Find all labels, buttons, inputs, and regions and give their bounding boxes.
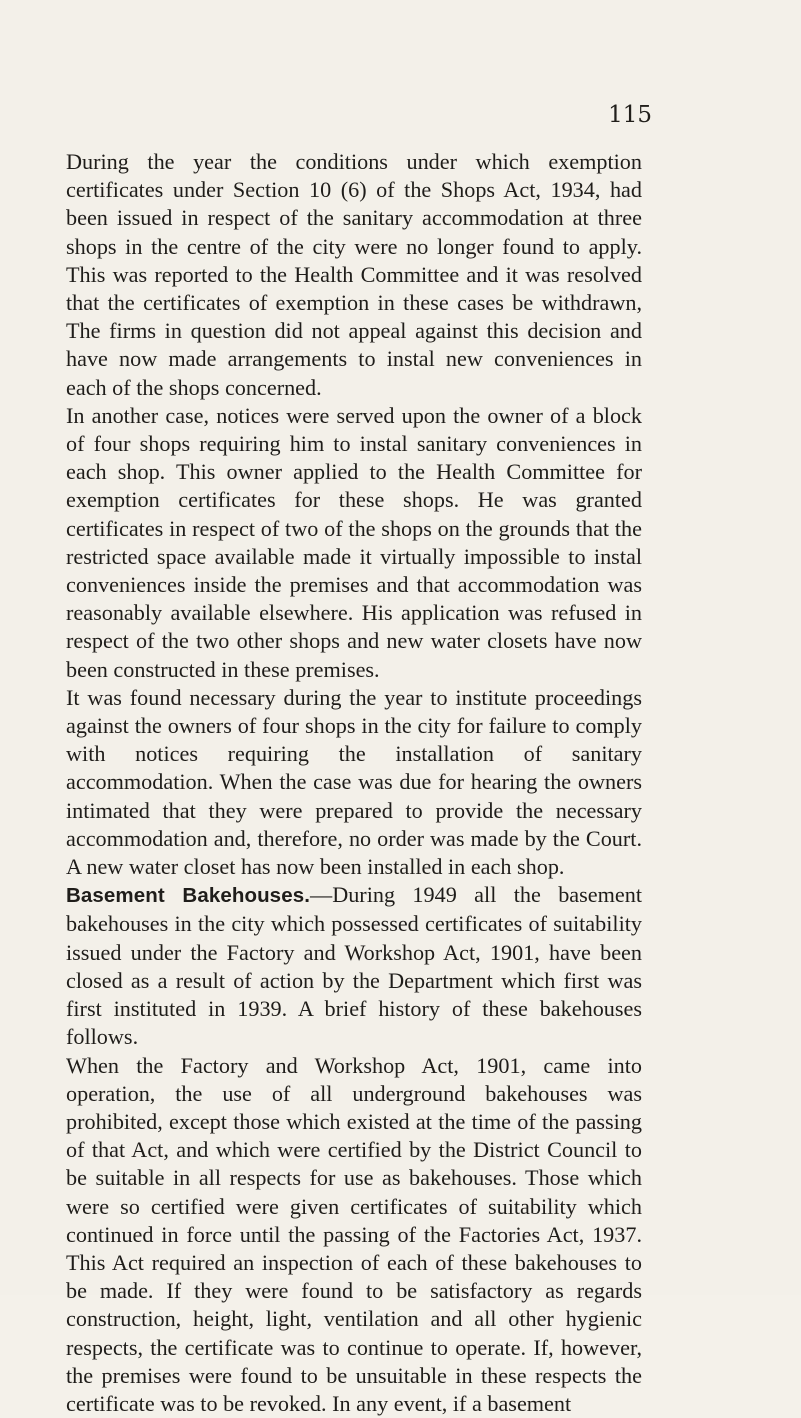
section-heading-basement-bakehouses: Basement Bakehouses. (66, 884, 310, 907)
page-number: 115 (607, 102, 652, 128)
paragraph-shops-exemption: During the year the conditions under which exemption certificates under Section 10 (6) of the Shops Act, 1934, had been issued in respect of the sanitary accommodation at three shops in the centre of the city were no longer found to apply. This was reported to the Health Committee and it was resolved that the certificates of exemption in these cases be withdrawn, The firms in question did not appeal against this decision and have now made arrangements to instal new conveniences in each of the shops concerned. (66, 148, 642, 402)
paragraph-basement-bakehouses-text: —During 1949 all the basement bakehouses in the city which possessed certificates of suitability issued under the Factory and Workshop Act, 1901, have been closed as a result of action by the Department which first was first instituted in 1939. A brief history of these bakehouses follows. (66, 882, 642, 1049)
paragraph-four-shops-block: In another case, notices were served upon the owner of a block of four shops requiring him to instal sanitary conveniences in each shop. This owner applied to the Health Committee for exemption certificates for these shops. He was granted certificates in respect of two of the shops on the grounds that the restricted space available made it virtually impossible to instal conveniences inside the premises and that accommodation was reasonably available elsewhere. His application was refused in respect of the two other shops and new water closets have now been constructed in these premises. (66, 402, 642, 684)
paragraph-proceedings: It was found necessary during the year to institute proceedings against the owners of four shops in the city for failure to comply with notices requiring the installation of sanitary accommodation. When the case was due for hearing the owners intimated that they were prepared to provide the necessary accommodation and, therefore, no order was made by the Court. A new water closet has now been installed in each shop. (66, 684, 642, 881)
body-text (66, 148, 642, 1418)
paragraph-basement-bakehouses (66, 881, 642, 1051)
paragraph-factory-act-history: When the Factory and Workshop Act, 1901, came into operation, the use of all underground bakehouses was prohibited, except those which existed at the time of the passing of that Act, and which were certified by the District Council to be suitable in all respects for use as bakehouses. Those which were so certified were given certificates of suitability which continued in force until the passing of the Factories Act, 1937. This Act required an inspection of each of these bakehouses to be made. If they were found to be satisfactory as regards construction, height, light, ventilation and all other hygienic respects, the certificate was to continue to operate. If, however, the premises were found to be unsuitable in these respects the certificate was to be revoked. In any event, if a basement (66, 1052, 642, 1418)
